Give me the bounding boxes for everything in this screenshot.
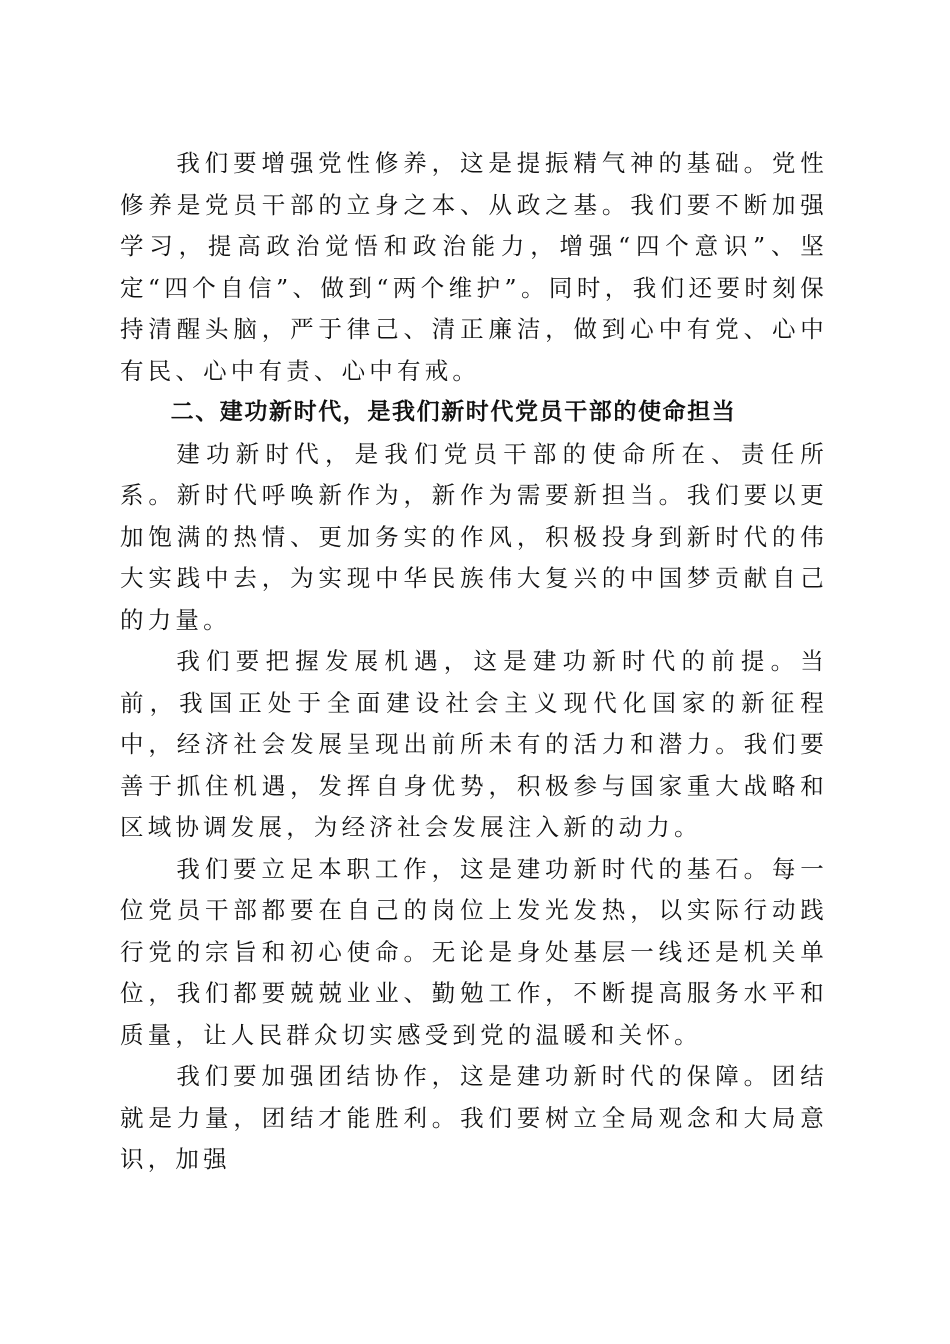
paragraph-opportunity: 我们要把握发展机遇，这是建功新时代的前提。当前，我国正处于全面建设社会主义现代化国家的新征程中，经济社会发展呈现出前所未有的活力和潜力。我们要善于抓住机遇，发挥自身优势，积极参与国家重大战略和区域协调发展，为经济社会发展注入新的动力。 xyxy=(120,647,828,841)
paragraph-job-foundation: 我们要立足本职工作，这是建功新时代的基石。每一位党员干部都要在自己的岗位上发光发热，以实际行动践行党的宗旨和初心使命。无论是身处基层一线还是机关单位，我们都要兢兢业业、勤勉工作，不断提高服务水平和质量，让人民群众切实感受到党的温暖和关怀。 xyxy=(120,854,828,1049)
paragraph-unity: 我们要加强团结协作，这是建功新时代的保障。团结就是力量，团结才能胜利。我们要树立全局观念和大局意识，加强 xyxy=(120,1062,828,1173)
document-body xyxy=(120,143,828,1181)
paragraph-mission: 建功新时代，是我们党员干部的使命所在、责任所系。新时代呼唤新作为，新作为需要新担当。我们要以更加饱满的热情、更加务实的作风，积极投身到新时代的伟大实践中去，为实现中华民族伟大复兴的中国梦贡献自己的力量。 xyxy=(120,439,828,634)
paragraph-party-spirit: 我们要增强党性修养，这是提振精气神的基础。党性修养是党员干部的立身之本、从政之基。我们要不断加强学习，提高政治觉悟和政治能力，增强“四个意识”、坚定“四个自信”、做到“两个维护”。同时，我们还要时刻保持清醒头脑，严于律己、清正廉洁，做到心中有党、心中有民、心中有责、心中有戒。 xyxy=(120,149,828,385)
section-heading-2: 二、建功新时代，是我们新时代党员干部的使命担当 xyxy=(170,399,737,425)
